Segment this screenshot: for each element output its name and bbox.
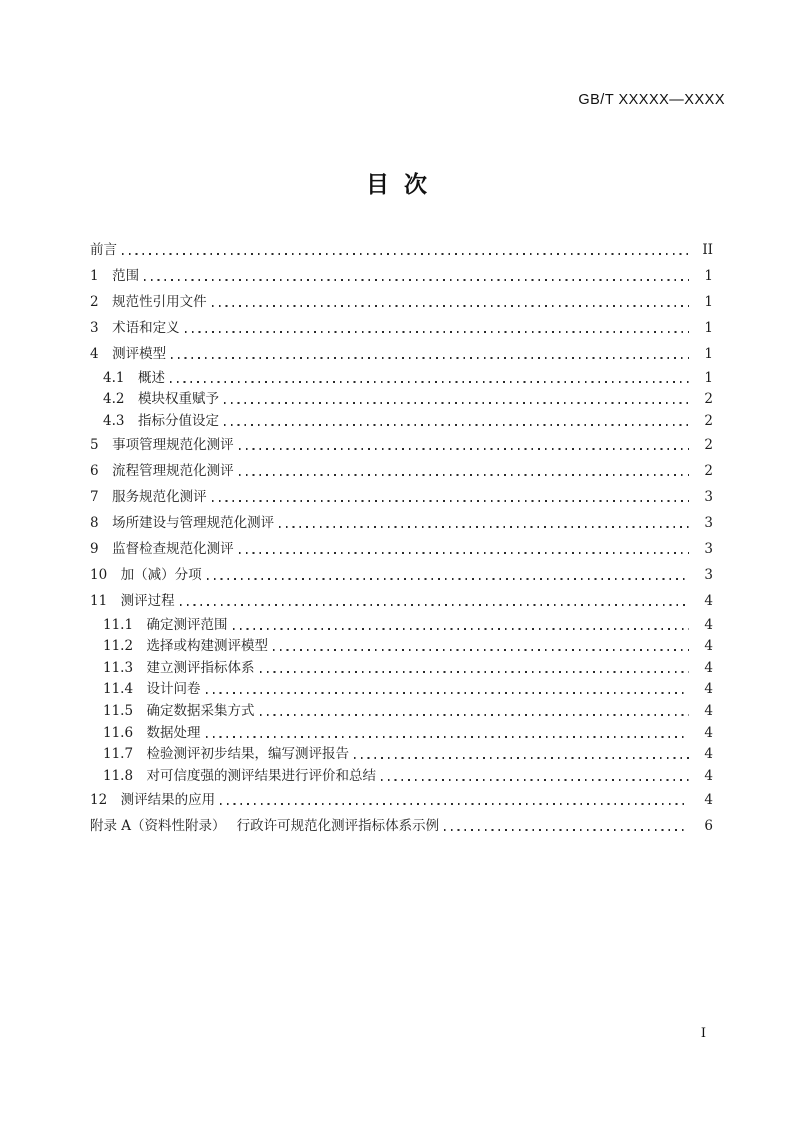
toc-entry [90, 765, 713, 787]
toc-entry-label: 7 服务规范化测评 [90, 488, 207, 505]
dot-leader [279, 526, 689, 528]
toc-entry [90, 484, 713, 510]
dot-leader [239, 552, 689, 554]
toc-entry-page: 4 [704, 592, 713, 609]
standard-number: GB/T XXXXX—XXXX [578, 92, 725, 108]
dot-leader [207, 578, 689, 580]
toc-entry-label: 11.3 建立测评指标体系 [103, 659, 255, 676]
dot-leader [224, 402, 689, 404]
toc-entry [90, 562, 713, 588]
dot-leader [122, 253, 689, 255]
toc-entry-page: 4 [704, 659, 713, 676]
toc-entry [90, 341, 713, 367]
dot-leader [239, 474, 689, 476]
page-title: 目 次 [365, 171, 427, 198]
toc-entry-label: 附录 A（资料性附录） 行政许可规范化测评指标体系示例 [90, 817, 440, 834]
toc-entry [90, 237, 713, 263]
toc-entry [90, 700, 713, 722]
dot-leader [206, 736, 689, 738]
toc-entry [90, 367, 713, 389]
dot-leader [144, 279, 689, 281]
toc-entry-label: 11.8 对可信度强的测评结果进行评价和总结 [103, 767, 377, 784]
dot-leader [220, 803, 689, 805]
dot-leader [170, 381, 689, 383]
dot-leader [224, 424, 689, 426]
toc-entry [90, 588, 713, 614]
dot-leader [171, 357, 689, 359]
toc-entry [90, 743, 713, 765]
toc-entry-label: 4.3 指标分值设定 [103, 412, 219, 429]
toc-entry-label: 4 测评模型 [90, 346, 167, 362]
toc-entry [90, 432, 713, 458]
toc-entry [90, 458, 713, 484]
toc-entry-label: 11.1 确定测评范围 [103, 616, 228, 633]
toc-entry [90, 536, 713, 562]
toc-entry [90, 722, 713, 744]
toc-entry-page: 1 [704, 294, 713, 310]
table-of-contents [90, 237, 713, 839]
toc-entry-page: 3 [704, 566, 713, 583]
toc-entry-label: 11.7 检验测评初步结果，编写测评报告 [103, 746, 350, 763]
dot-leader [185, 331, 689, 333]
toc-entry-page: 3 [704, 540, 713, 557]
toc-entry-page: 1 [704, 320, 713, 336]
toc-entry-label: 12 测评结果的应用 [90, 791, 216, 808]
toc-entry-page: 4 [704, 746, 713, 763]
toc-entry-page: 4 [704, 616, 713, 633]
toc-entry [90, 389, 713, 411]
toc-entry-page: 4 [704, 681, 713, 698]
toc-entry-label: 11.6 数据处理 [103, 724, 201, 741]
toc-entry-label: 11.5 确定数据采集方式 [103, 702, 255, 719]
toc-entry-page: II [702, 242, 713, 258]
dot-leader [260, 671, 689, 673]
toc-entry-label: 4.1 概述 [103, 369, 165, 386]
toc-entry-page: 2 [704, 436, 713, 453]
dot-leader [212, 305, 689, 307]
toc-entry-label: 11.4 设计问卷 [103, 681, 201, 698]
toc-entry-label: 1 范围 [90, 268, 140, 284]
toc-entry-page: 6 [704, 817, 713, 834]
dot-leader [212, 500, 689, 502]
toc-entry-label: 6 流程管理规范化测评 [90, 462, 234, 479]
toc-entry-label: 10 加（减）分项 [90, 566, 202, 583]
toc-entry [90, 813, 713, 839]
toc-entry-label: 11 测评过程 [90, 592, 175, 609]
footer-page-number: I [700, 1026, 706, 1041]
dot-leader [260, 714, 689, 716]
toc-entry-label: 前言 [90, 242, 117, 258]
toc-entry-page: 1 [704, 369, 713, 386]
toc-entry-page: 2 [704, 462, 713, 479]
toc-entry-page: 2 [704, 391, 713, 408]
toc-entry-label: 5 事项管理规范化测评 [90, 436, 234, 453]
toc-entry-label: 11.2 选择或构建测评模型 [103, 638, 269, 655]
toc-entry [90, 510, 713, 536]
toc-entry-page: 1 [704, 346, 713, 362]
dot-leader [273, 649, 689, 651]
toc-entry [90, 614, 713, 636]
toc-entry-page: 4 [704, 791, 713, 808]
toc-entry-page: 1 [704, 268, 713, 284]
dot-leader [206, 692, 689, 694]
toc-entry [90, 657, 713, 679]
toc-entry [90, 289, 713, 315]
toc-entry [90, 263, 713, 289]
toc-entry [90, 635, 713, 657]
dot-leader [233, 628, 689, 630]
toc-entry-label: 8 场所建设与管理规范化测评 [90, 514, 275, 531]
toc-entry-page: 4 [704, 638, 713, 655]
dot-leader [444, 829, 689, 831]
toc-entry-label: 9 监督检查规范化测评 [90, 540, 234, 557]
toc-entry-page: 3 [704, 488, 713, 505]
toc-entry-page: 4 [704, 724, 713, 741]
dot-leader [381, 779, 689, 781]
toc-entry [90, 315, 713, 341]
toc-entry-page: 4 [704, 702, 713, 719]
dot-leader [354, 757, 689, 759]
toc-entry-label: 3 术语和定义 [90, 320, 180, 336]
dot-leader [239, 448, 689, 450]
dot-leader [180, 604, 689, 606]
toc-entry [90, 410, 713, 432]
toc-entry-label: 2 规范性引用文件 [90, 294, 207, 310]
toc-entry-page: 4 [704, 767, 713, 784]
toc-entry [90, 679, 713, 701]
toc-entry-page: 2 [704, 412, 713, 429]
toc-entry-page: 3 [704, 514, 713, 531]
toc-entry-label: 4.2 模块权重赋予 [103, 391, 219, 408]
toc-entry [90, 787, 713, 813]
